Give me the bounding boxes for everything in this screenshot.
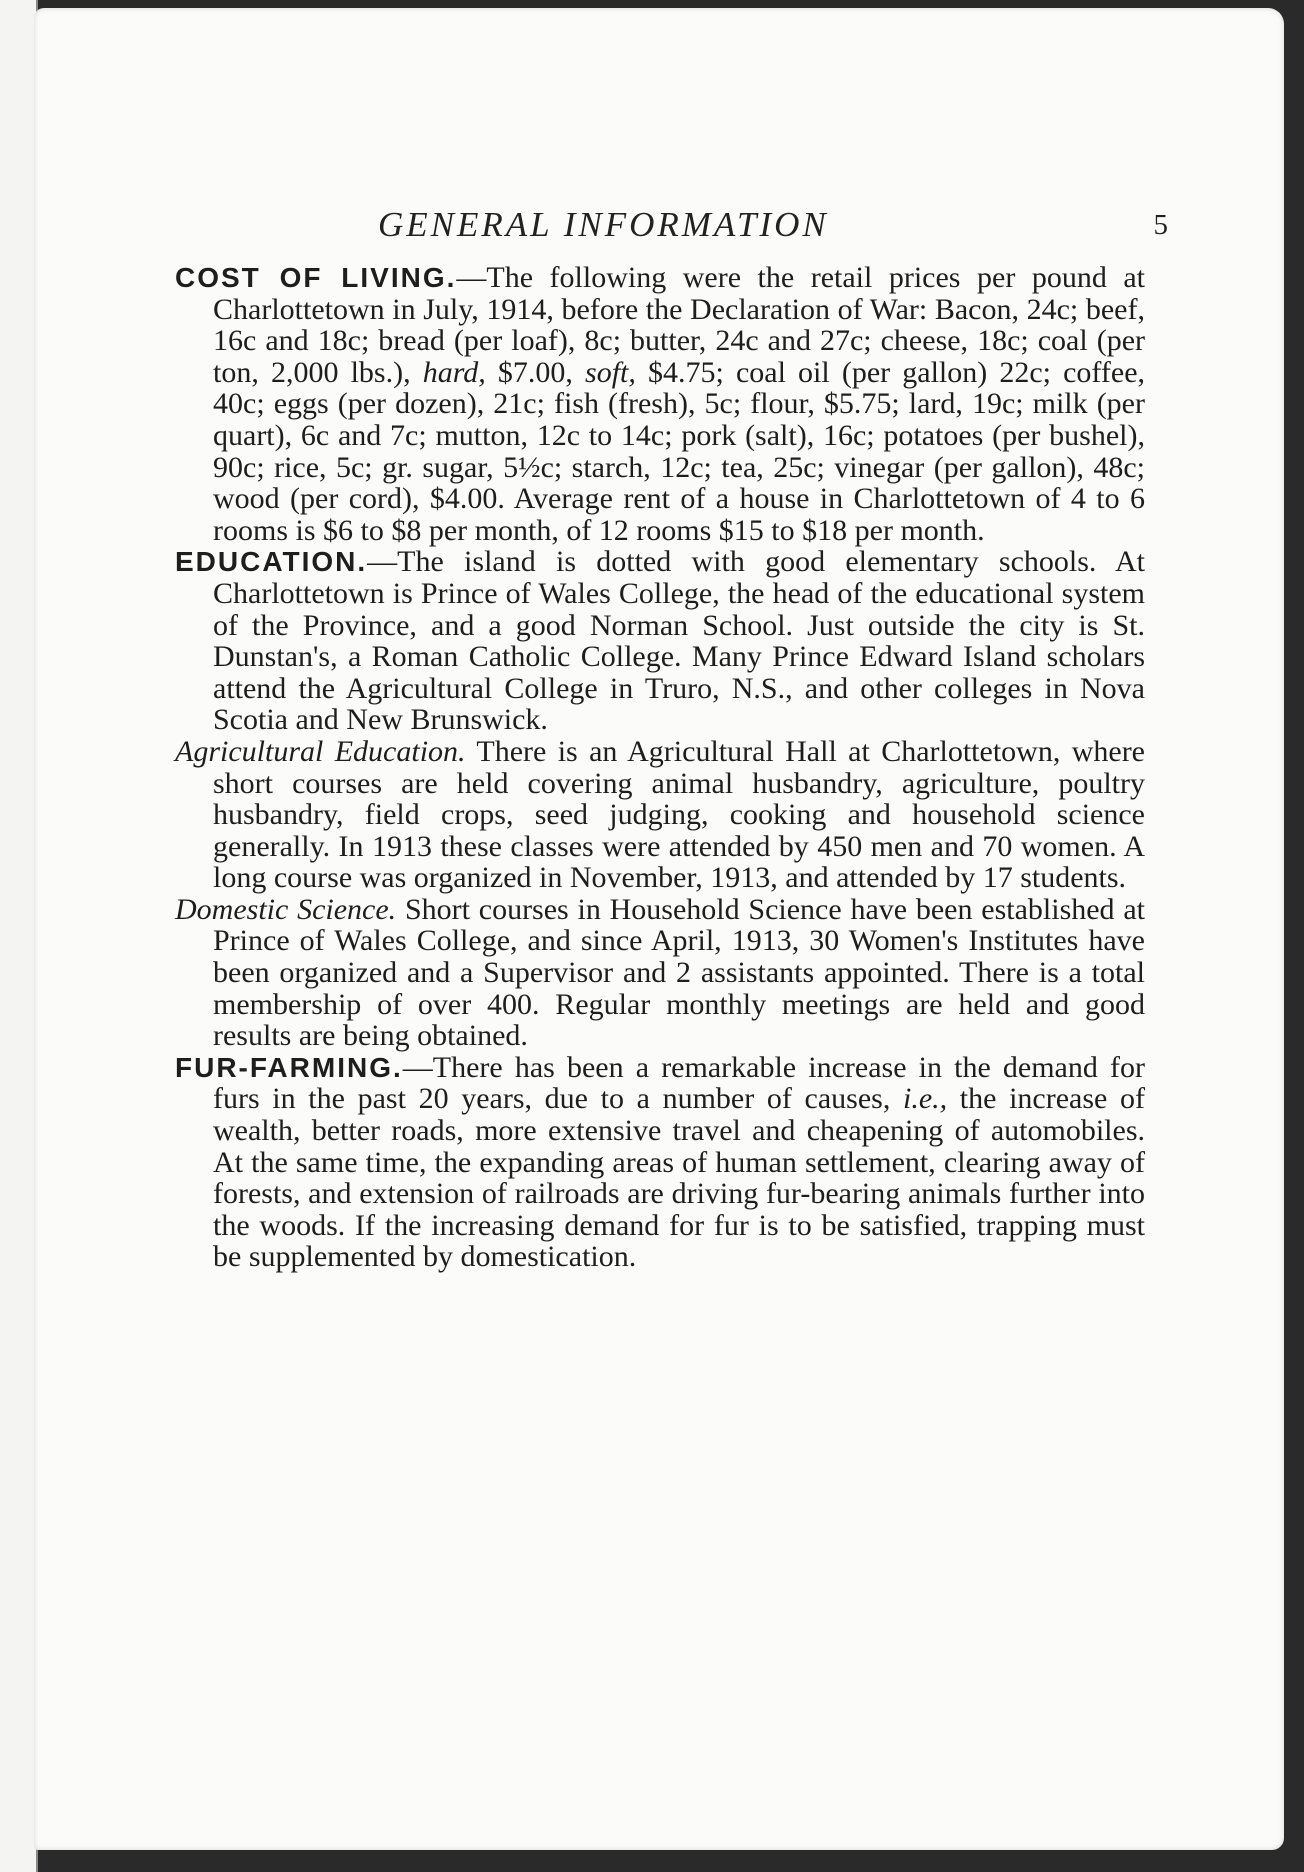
education-text: —The island is dotted with good elementary schools. At Charlottetown is Prince of Wales College, the head of the educational system of the Province, and a good Norman School. Just outside the city is St. Dunstan's, a Roman Catholic College. Many Prince Edward Island scholars attend the Agricultural College in Truro, N.S., and other colleges in Nova Scotia and New Brunswick. xyxy=(213,545,1145,737)
cost-of-living-text-1: —The following were the retail prices per pound at Charlottetown in July, 1914, before the Declaration of War: Bacon, 24c; beef, 16c and 18c; bread (per loaf), 8c; butter, 24c and 27c; cheese, 18c; coal (per ton, 2,000 lbs.), xyxy=(213,261,1146,389)
page-number: 5 xyxy=(1153,209,1168,241)
agricultural-education-text: There is an Agricultural Hall at Charlottetown, where short courses are held covering animal husbandry, agriculture, poultry husbandry, field crops, seed judging, cooking and household science generally. In 1913 these classes were attended by 450 men and 70 women. A long course was organized in November, 1913, and attended by 17 students. xyxy=(213,734,1145,895)
fur-farming-text-2: the increase of wealth, better roads, more extensive travel and cheapening of automobiles. At the same time, the expanding areas of human settlement, clearing away of forests, and extension of railroads are driving fur-bearing animals further into the woods. If the increasing demand for fur is to be satisfied, trapping must be supplemented by domestication. xyxy=(213,1082,1146,1274)
running-title: GENERAL INFORMATION xyxy=(378,205,829,244)
cost-of-living-soft-label: soft, xyxy=(585,355,636,389)
section-heading-domestic-science: Domestic Science. xyxy=(175,892,397,926)
fur-farming-ie-label: i.e., xyxy=(902,1082,948,1116)
fur-farming-text-1: —There has been a remarkable increase in the demand for furs in the past 20 years, due to a number of causes, xyxy=(213,1050,1145,1116)
section-domestic-science xyxy=(175,894,1145,1052)
section-heading-education: EDUCATION. xyxy=(175,546,368,578)
running-head xyxy=(178,205,1168,255)
cost-of-living-hard-label: hard, xyxy=(422,355,486,389)
section-cost-of-living xyxy=(175,262,1145,546)
page-body xyxy=(175,262,1145,1273)
section-agricultural-education xyxy=(175,736,1145,894)
section-heading-fur-farming: FUR-FARMING. xyxy=(175,1051,403,1083)
domestic-science-text: Short courses in Household Science have been established at Prince of Wales College, and since April, 1913, 30 Women's Institutes have been organized and a Supervisor and 2 assistants appointed. There is a total membership of over 400. Regular monthly meetings are held and good results are being obtained. xyxy=(213,892,1145,1053)
cost-of-living-text-3: $4.75; coal oil (per gallon) 22c; coffee, 40c; eggs (per dozen), 21c; fish (fresh), 5c; flour, $5.75; lard, 19c; milk (per quart), 6c and 7c; mutton, 12c to 14c; pork (salt), 16c; potatoes (per bushel), 90c; rice, 5c; gr. sugar, 5½c; starch, 12c; tea, 25c; vinegar (per gallon), 48c; wood (per cord), $4.00. Average rent of a house in Charlottetown of 4 to 6 rooms is $6 to $8 per month, of 12 rooms $15 to $18 per month. xyxy=(213,355,1146,547)
cost-of-living-text-2: $7.00, xyxy=(497,355,573,389)
facing-page-edge xyxy=(0,0,38,1872)
section-heading-agricultural-education: Agricultural Education. xyxy=(175,734,466,768)
section-fur-farming xyxy=(175,1052,1145,1273)
section-education xyxy=(175,546,1145,736)
section-heading-cost-of-living: COST OF LIVING. xyxy=(175,262,457,293)
